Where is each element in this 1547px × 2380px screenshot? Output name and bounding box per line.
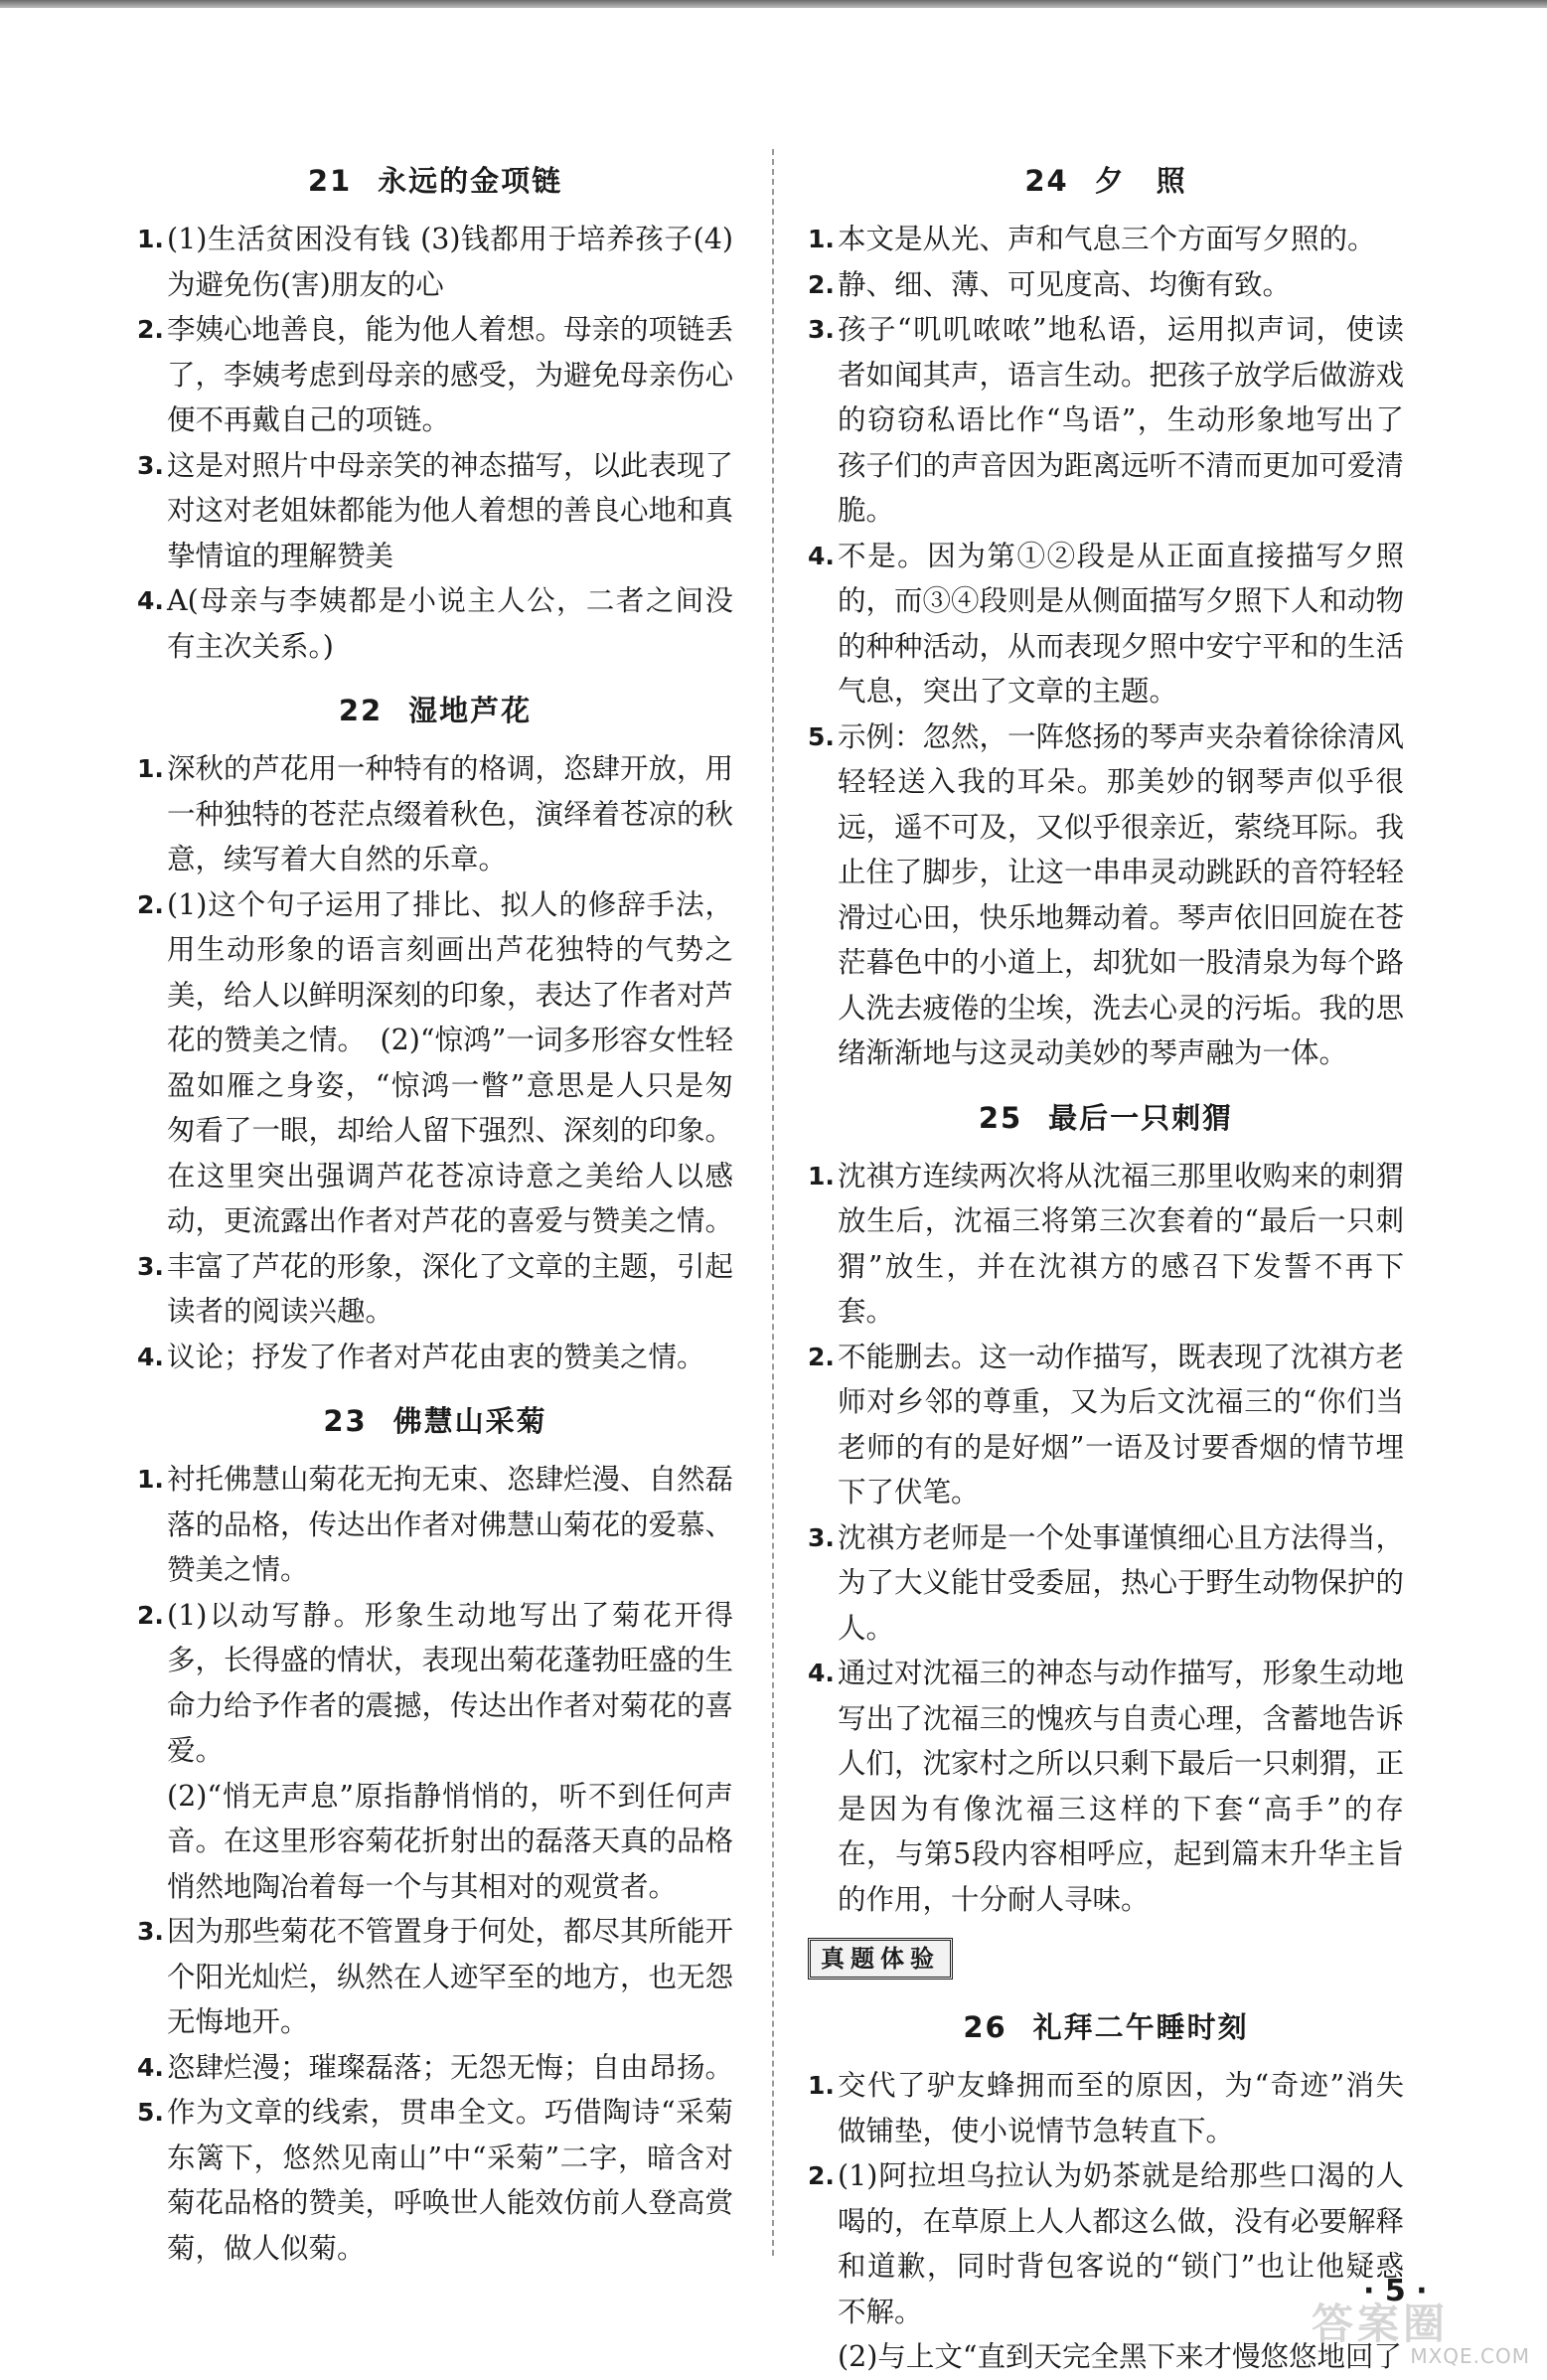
section-number: 25 [978,1100,1023,1135]
answer-continuation: (2)与上文“直到天完全黑下来才慢悠悠地回了 [838,2340,1402,2373]
section-heading: 夕 照 [1094,164,1187,198]
answer-text: 衬托佛慧山菊花无拘无束、恣肆烂漫、自然磊落的品格，传达出作者对佛慧山菊花的爱慕、赞美之情。 [167,1463,734,1586]
right-column [808,139,1404,2380]
section-title-23 [137,1399,733,1443]
question-number: 3. [137,1251,164,1281]
question-number: 1. [808,225,835,253]
column-divider [772,149,774,2256]
question-number: 1. [808,2071,835,2100]
top-edge-rule [0,0,1547,8]
watermark-text: 答案圈 [1312,2300,1450,2348]
section-heading: 永远的金项链 [378,164,563,198]
answer-text: 恣肆烂漫；璀璨磊落；无怨无悔；自由昂扬。 [167,2050,734,2084]
answer-item [808,1154,1404,1335]
answer-text: 丰富了芦花的形象，深化了文章的主题，引起读者的阅读兴趣。 [167,1249,734,1328]
page-number: · 5 · [1363,2274,1428,2308]
section-heading: 湿地芦花 [408,694,533,727]
question-number: 1. [808,1161,835,1190]
question-number: 2. [808,2161,835,2190]
question-number: 2. [808,269,835,299]
answer-text: 沈祺方连续两次将从沈福三那里收购来的刺猬放生后，沈福三将第三次套着的“最后一只刺猬”放生，并在沈祺方的感召下发誓不再下套。 [838,1159,1405,1328]
question-number: 4. [808,541,835,570]
answer-text: 李姨心地善良，能为他人着想。母亲的项链丢了，李姨考虑到母亲的感受，为避免母亲伤心便不再戴自己的项链。 [167,313,734,436]
question-number: 3. [808,1522,835,1552]
exam-practice-badge: 真题体验 [808,1938,953,1980]
answer-item [808,1335,1404,1515]
question-number: 5. [137,2098,164,2127]
question-number: 2. [137,1600,164,1630]
section-title-21 [137,159,733,203]
answer-item [808,534,1404,714]
answer-text: 交代了驴友蜂拥而至的原因，为“奇迹”消失做铺垫，使小说情节急转直下。 [838,2069,1404,2147]
answer-item [137,217,733,307]
answer-item [137,746,733,882]
question-number: 1. [137,225,164,253]
answer-item [808,307,1404,534]
answer-text: 沈祺方老师是一个处事谨慎细心且方法得当，为了大义能甘受委屈，热心于野生动物保护的人。 [838,1520,1405,1645]
watermark-url: MXQE.COM [1410,2344,1530,2368]
answer-item [137,1457,733,1593]
section-heading: 佛慧山采菊 [392,1404,547,1438]
answer-item [137,578,733,669]
section-title-24 [808,159,1404,203]
answer-text: 这是对照片中母亲笑的神态描写，以此表现了对这对老姐妹都能为他人着想的善良心地和真挚情谊的理解赞美 [167,448,734,572]
answer-item [137,1593,733,1774]
question-number: 4. [137,586,164,615]
answer-text: 示例：忽然，一阵悠扬的琴声夹杂着徐徐清风轻轻送入我的耳朵。那美妙的钢琴声似乎很远，遥不可及，又似乎很亲近，萦绕耳际。我止住了脚步，让这一串串灵动跳跃的音符轻轻滑过心田，快乐地舞动着。琴声依旧回旋在苍茫暮色中的小道上，却犹如一股清泉为每个路人洗去疲倦的尘埃，洗去心灵的污垢。我的思绪渐渐地与这灵动美妙的琴声融为一体。 [838,719,1405,1069]
answer-text: A(母亲与李姨都是小说主人公，二者之间没有主次关系。) [167,584,733,663]
question-number: 4. [137,1342,164,1371]
question-number: 3. [808,315,835,344]
answer-item [808,1651,1404,1922]
watermark-logo [1312,2300,1540,2368]
answer-text: 静、细、薄、可见度高、均衡有致。 [838,267,1292,301]
answer-continuation: (2)“悄无声息”原指静悄悄的，听不到任何声音。在这里形容菊花折射出的磊落天真的品格悄然地陶冶着每一个与其相对的观赏者。 [167,1779,734,1903]
answer-item [808,714,1404,1076]
question-number: 2. [808,1342,835,1371]
section-title-22 [137,689,733,732]
question-number: 4. [808,1659,835,1687]
answer-text: 因为那些菊花不管置身于何处，都尽其所能开个阳光灿烂，纵然在人迹罕至的地方，也无怨无悔地开。 [167,1915,734,2038]
question-number: 2. [137,889,164,919]
answer-text: 孩子“叽叽哝哝”地私语，运用拟声词，使读者如闻其声，语言生动。把孩子放学后做游戏的窃窃私语比作“鸟语”，生动形象地写出了孩子们的声音因为距离远听不清而更加可爱清脆。 [838,313,1405,527]
answer-text: (1)这个句子运用了排比、拟人的修辞手法，用生动形象的语言刻画出芦花独特的气势之美，给人以鲜明深刻的印象，表达了作者对芦花的赞美之情。 (2)“惊鸿”一词多形容女性轻盈如雁之身姿，“惊鸿一瞥”意思是人只是匆匆看了一眼，却给人留下强烈、深刻的印象。在这里突出强调芦花苍凉诗意之美给人以感动，更流露出作者对芦花的喜爱与赞美之情。 [167,887,734,1237]
question-number: 3. [137,450,164,480]
answer-text: 不是。因为第①②段是从正面直接描写夕照的，而③④段则是从侧面描写夕照下人和动物的种种活动，从而表现夕照中安宁平和的生活气息，突出了文章的主题。 [838,539,1405,708]
answer-text: (1)生活贫困没有钱 (3)钱都用于培养孩子(4)为避免伤(害)朋友的心 [167,223,733,301]
question-number: 2. [137,315,164,344]
answer-item [137,307,733,443]
section-heading: 最后一只刺猬 [1048,1100,1234,1135]
answer-item [137,443,733,579]
answer-item [808,1515,1404,1652]
question-number: 1. [137,1465,164,1494]
answer-text: 议论；抒发了作者对芦花由衷的赞美之情。 [167,1340,705,1373]
section-title-26 [808,2005,1404,2049]
question-number: 1. [137,754,164,783]
section-number: 26 [963,2010,1007,2044]
answer-item [808,217,1404,262]
answer-text: (1)以动写静。形象生动地写出了菊花开得多，长得盛的情状，表现出菊花蓬勃旺盛的生命力给予作者的震撼，传达出作者对菊花的喜爱。 [167,1598,734,1767]
answer-item [808,2063,1404,2153]
section-number: 23 [323,1404,368,1438]
answer-text: 深秋的芦花用一种特有的格调，恣肆开放，用一种独特的苍茫点缀着秋色，演绎着苍凉的秋意，续写着大自然的乐章。 [167,752,734,875]
question-number: 3. [137,1917,164,1946]
left-column [137,139,733,2271]
answer-text: (1)阿拉坦乌拉认为奶茶就是给那些口渴的人喝的，在草原上人人都这么做，没有必要解释和道歉，同时背包客说的“锁门”也让他疑惑不解。 [838,2159,1405,2328]
section-heading: 礼拜二午睡时刻 [1032,2010,1249,2044]
answer-item [808,262,1404,308]
question-number: 5. [808,721,835,751]
answer-text: 通过对沈福三的神态与动作描写，形象生动地写出了沈福三的愧疚与自责心理，含蓄地告诉人们，沈家村之所以只剩下最后一只刺猬，正是因为有像沈福三这样的下套“高手”的存在，与第5段内容相呼应，起到篇末升华主旨的作用，十分耐人寻味。 [838,1657,1405,1916]
section-number: 22 [338,694,384,727]
question-number: 4. [137,2052,164,2082]
answer-item [137,882,733,1244]
answer-item [137,1335,733,1380]
section-title-25 [808,1096,1404,1140]
answer-text: 本文是从光、声和气息三个方面写夕照的。 [838,223,1376,255]
answer-text: 作为文章的线索，贯串全文。巧借陶诗“采菊东篱下，悠然见南山”中“采菊”二字，暗含对菊花品格的赞美，呼唤世人能效仿前人登高赏菊，做人似菊。 [167,2096,734,2265]
section-number: 21 [307,164,353,198]
answer-text: 不能删去。这一动作描写，既表现了沈祺方老师对乡邻的尊重，又为后文沈福三的“你们当老师的有的是好烟”一语及讨要香烟的情节埋下了伏笔。 [838,1340,1405,1508]
answer-item [137,2045,733,2091]
answer-item [137,1909,733,2045]
answer-item [137,2090,733,2271]
section-number: 24 [1024,164,1069,198]
answer-item [137,1244,733,1335]
